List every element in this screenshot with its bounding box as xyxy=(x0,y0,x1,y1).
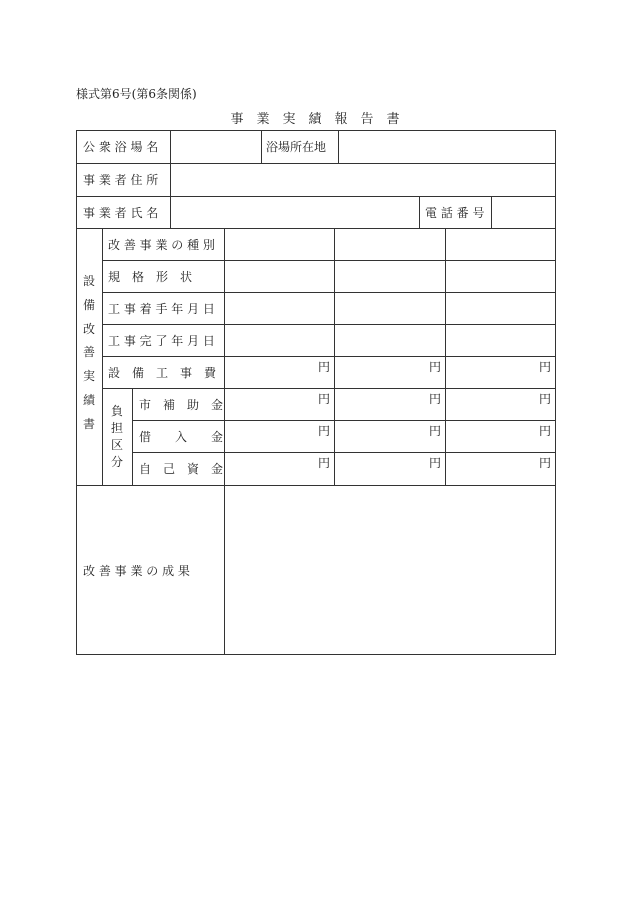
result-field[interactable] xyxy=(225,486,555,654)
vertical-char: 績 xyxy=(82,393,95,408)
vertical-char: 担 xyxy=(110,421,123,435)
item-type-label: 改 善 事 業 の 種 別 xyxy=(108,237,215,252)
yen-unit: 円 xyxy=(318,360,331,374)
loan-label: 借 入 金 xyxy=(139,429,224,444)
item-end-date-label: 工 事 完 了 年 月 日 xyxy=(108,333,215,348)
operator-name-label: 事 業 者 氏 名 xyxy=(83,205,159,220)
item-spec-label: 規 格 形 状 xyxy=(108,269,193,284)
yen-unit: 円 xyxy=(318,456,331,470)
vertical-char: 改 xyxy=(82,321,95,336)
yen-unit: 円 xyxy=(539,456,552,470)
vertical-char: 実 xyxy=(82,369,95,384)
operator-address-label: 事 業 者 住 所 xyxy=(83,173,159,187)
vertical-char: 区 xyxy=(110,438,123,452)
yen-unit: 円 xyxy=(539,424,552,438)
bath-location-label: 浴場所在地 xyxy=(266,140,327,154)
bath-name-label: 公 衆 浴 場 名 xyxy=(83,140,159,154)
document-title: 事 業 実 績 報 告 書 xyxy=(230,112,400,127)
form-number-label: 様式第6号(第6条関係) xyxy=(76,87,197,101)
yen-unit: 円 xyxy=(539,392,552,406)
section-label-facility-report xyxy=(76,272,102,432)
bath-location-field[interactable] xyxy=(338,130,555,163)
yen-unit: 円 xyxy=(429,360,442,374)
result-label: 改 善 事 業 の 成 果 xyxy=(83,563,190,578)
vertical-char: 負 xyxy=(110,404,123,418)
yen-unit: 円 xyxy=(318,424,331,438)
phone-label: 電 話 番 号 xyxy=(425,205,485,220)
own-funds-label: 自 己 資 金 xyxy=(139,462,224,476)
vertical-char: 善 xyxy=(82,345,95,360)
yen-unit: 円 xyxy=(318,392,331,406)
operator-name-field[interactable] xyxy=(170,196,419,228)
phone-field[interactable] xyxy=(491,196,555,228)
vertical-char: 備 xyxy=(82,297,95,312)
yen-unit: 円 xyxy=(429,456,442,470)
vertical-char: 設 xyxy=(82,274,95,288)
yen-unit: 円 xyxy=(539,360,552,374)
yen-unit: 円 xyxy=(429,424,442,438)
yen-unit: 円 xyxy=(429,392,442,406)
item-cost-label: 設 備 工 事 費 xyxy=(108,365,217,380)
vertical-char: 分 xyxy=(110,455,123,469)
city-subsidy-label: 市 補 助 金 xyxy=(139,397,224,412)
vertical-char: 書 xyxy=(82,416,95,431)
operator-address-field[interactable] xyxy=(170,163,555,196)
bath-name-field[interactable] xyxy=(170,130,261,163)
burden-category-label xyxy=(102,402,132,470)
item-start-date-label: 工 事 着 手 年 月 日 xyxy=(108,301,215,316)
